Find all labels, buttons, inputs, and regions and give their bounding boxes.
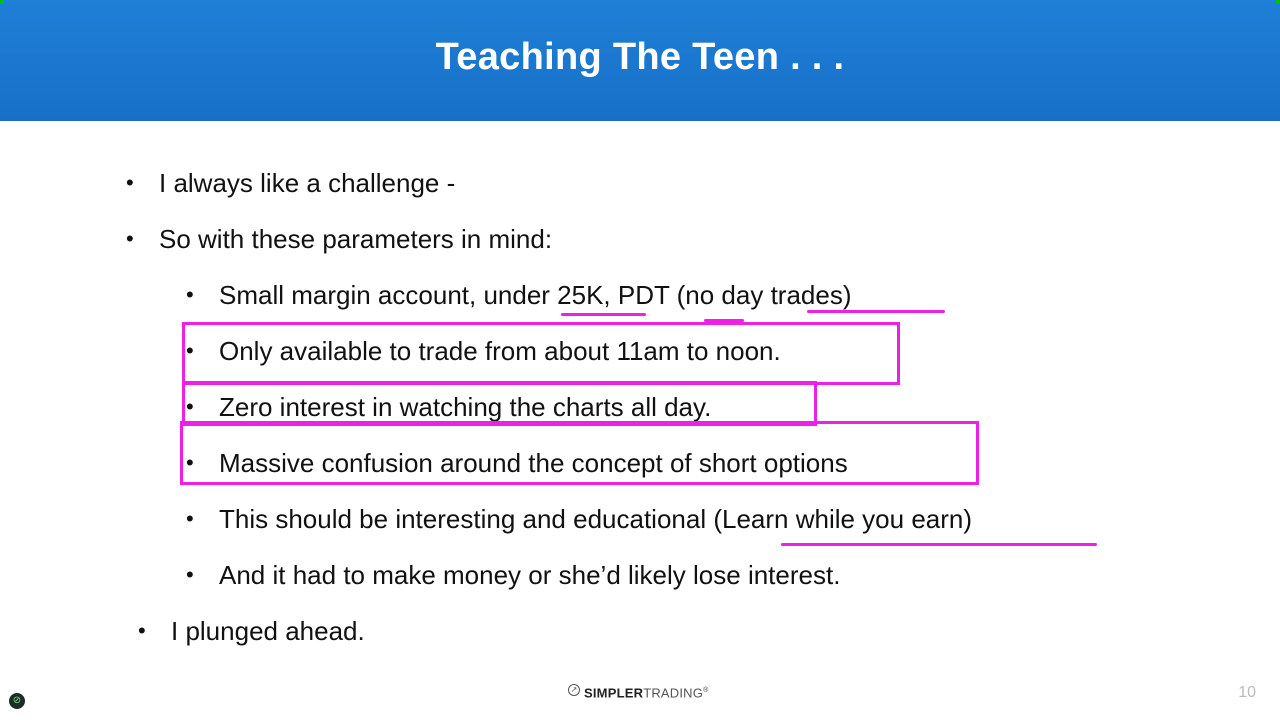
- window-corner-marker: [1276, 0, 1280, 4]
- annotation-underline: [704, 319, 744, 322]
- bullet-text: I plunged ahead.: [171, 616, 365, 646]
- bullet-text: Massive confusion around the concept of short options: [219, 448, 848, 478]
- app-badge-icon[interactable]: ⊘: [9, 693, 25, 709]
- bullet-marker: •: [186, 394, 194, 419]
- bullet-marker: •: [138, 618, 146, 643]
- bullet-text: Only available to trade from about 11am to noon.: [219, 336, 781, 366]
- slide-header: [0, 0, 1280, 121]
- window-corner-marker: [0, 0, 4, 4]
- bullet-text: I always like a challenge -: [159, 168, 456, 198]
- page-number: 10: [1238, 684, 1256, 701]
- logo-registered: ®: [703, 687, 709, 694]
- bullet-marker: •: [186, 450, 194, 475]
- bullet-marker: •: [186, 506, 194, 531]
- bullet-marker: •: [186, 338, 194, 363]
- trend-arrow-icon: ↗: [568, 684, 580, 696]
- bullet-marker: •: [186, 562, 194, 587]
- annotation-underline: [781, 543, 1097, 546]
- bullet-marker: •: [186, 282, 194, 307]
- annotation-box: [182, 381, 817, 426]
- bullet-text: So with these parameters in mind:: [159, 224, 553, 254]
- bullet-marker: •: [126, 226, 134, 251]
- slide-title: Teaching The Teen . . .: [435, 36, 845, 78]
- bullet-text: And it had to make money or she’d likely lose interest.: [219, 560, 841, 590]
- logo-bold-text: SIMPLER: [584, 685, 644, 701]
- bullet-marker: •: [126, 170, 134, 195]
- bullet-text: This should be interesting and educational (Learn while you earn): [219, 504, 973, 534]
- bullet-text: Zero interest in watching the charts all day.: [219, 392, 712, 422]
- annotation-underline: [561, 313, 646, 316]
- annotation-box: [182, 322, 900, 385]
- annotation-box: [180, 421, 979, 485]
- annotation-underline: [807, 310, 945, 313]
- bullet-text: Small margin account, under 25K, PDT (no day trades): [219, 280, 852, 310]
- simpler-trading-logo: [568, 682, 718, 702]
- logo-light-text: TRADING: [643, 685, 704, 701]
